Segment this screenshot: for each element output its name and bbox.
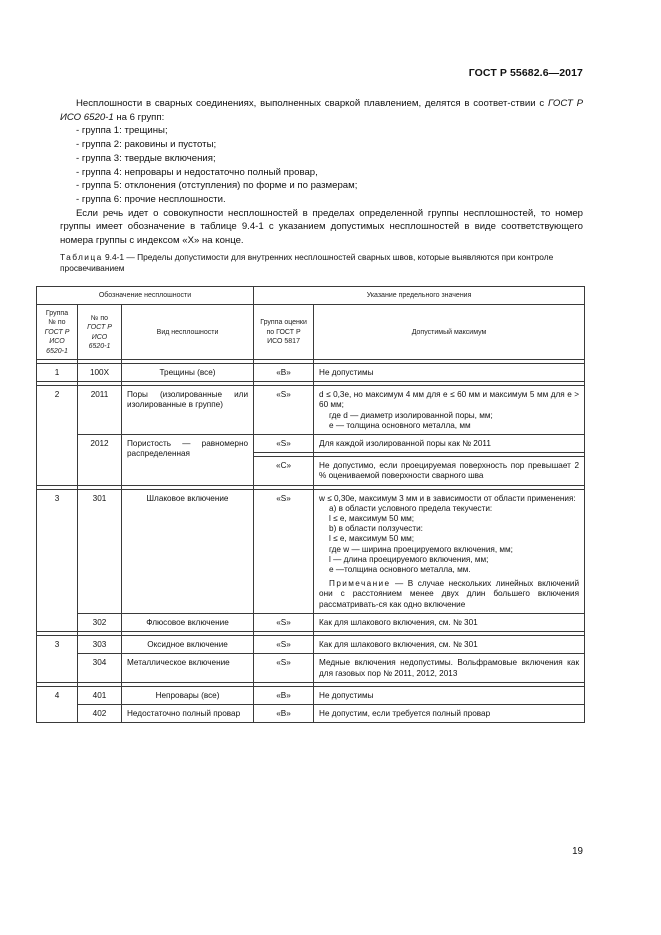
- cell-type: Непровары (все): [122, 686, 254, 704]
- table-row: [37, 613, 585, 631]
- limit-line: d ≤ 0,3e, но максимум 4 мм для e ≤ 60 мм и максимум 5 мм для e > 60 мм;: [319, 390, 580, 410]
- group-list-item: - группа 2: раковины и пустоты;: [76, 139, 217, 151]
- header-group-number: [37, 305, 78, 360]
- header-text: Группа № по: [45, 310, 69, 327]
- cell-max: [314, 386, 585, 435]
- group-list-item: - группа 4: непровары и недостаточно полный провар,: [76, 166, 318, 178]
- cell-grade: «S»: [254, 489, 314, 613]
- limit-line: e — толщина основного металла, мм: [329, 420, 471, 430]
- cell-number: 303: [78, 636, 122, 654]
- table-row: [37, 435, 585, 453]
- table-row: [37, 364, 585, 382]
- cell-number: 2012: [78, 435, 122, 486]
- standard-reference: ГОСТ Р ИСО 6520-1: [60, 98, 583, 123]
- cell-grade: «S»: [254, 636, 314, 654]
- group-list-item: - группа 1: трещины;: [76, 125, 168, 137]
- cell-type: Оксидное включение: [122, 636, 254, 654]
- table-caption-text: 9.4-1 — Пределы допустимости для внутренних несплошностей сварных швов, которые выявляются при контроле просвечиванием: [60, 252, 554, 273]
- tolerance-table: [36, 286, 585, 723]
- table-subheader-row: [37, 305, 585, 360]
- cell-max: Как для шлакового включения, см. № 301: [314, 636, 585, 654]
- limit-line: где w — ширина проецируемого включения, мм;: [329, 544, 513, 554]
- header-designation: Обозначение несплошности: [37, 287, 254, 305]
- limit-line: b) в области ползучести:: [329, 524, 423, 534]
- cell-type: Недостаточно полный провар: [122, 704, 254, 722]
- intro-text-end: на 6 групп:: [113, 111, 165, 123]
- intro-text: Несплошности в сварных соединениях, выполненных сваркой плавлением, делятся в соответ-ствии с: [76, 98, 548, 109]
- table-row: [37, 489, 585, 613]
- group-list-item: - группа 3: твердые включения;: [76, 152, 216, 164]
- cell-max: Как для шлакового включения, см. № 301: [314, 613, 585, 631]
- limit-line: e —толщина основного металла, мм.: [329, 565, 471, 575]
- page-number: 19: [572, 846, 583, 857]
- limit-line: l ≤ e, максимум 50 мм;: [329, 534, 415, 544]
- note-text: — В случае нескольких линейных включений они с расстоянием менее двух длин большего включения рассматривать-ся как одно включение: [319, 579, 580, 609]
- limit-line: а) в области условного предела текучести:: [329, 503, 493, 513]
- cell-number: 2011: [78, 386, 122, 435]
- cell-group: 3: [37, 636, 78, 683]
- header-number: [78, 305, 122, 360]
- table-note: [319, 579, 579, 610]
- header-text: № по: [90, 314, 109, 322]
- header-limit: Указание предельного значения: [254, 287, 585, 305]
- header-type: Вид несплошности: [122, 305, 254, 360]
- cell-group: 4: [37, 686, 78, 722]
- intro-paragraph-1: [60, 97, 583, 124]
- cell-max: Не допустимы: [314, 686, 585, 704]
- cell-grade: «В»: [254, 704, 314, 722]
- cell-type: Флюсовое включение: [122, 613, 254, 631]
- cell-max: Для каждой изолированной поры как № 2011: [314, 435, 585, 453]
- cell-grade: «S»: [254, 386, 314, 435]
- table-row: [37, 386, 585, 435]
- header-grade: Группа оценки по ГОСТ Р ИСО 5817: [254, 305, 314, 360]
- limit-line: w ≤ 0,30e, максимум 3 мм и в зависимости от области применения:: [319, 493, 576, 503]
- group-list-item: - группа 5: отклонения (отступления) по форме и по размерам;: [76, 180, 358, 192]
- cell-grade: «C»: [254, 457, 314, 485]
- table-caption-label: Таблица: [60, 252, 103, 262]
- table-header-row: [37, 287, 585, 305]
- cell-max: Не допустимо, если проецируемая поверхность пор превышает 2 % оцениваемой поверхности сварного шва: [314, 457, 585, 485]
- cell-number: 302: [78, 613, 122, 631]
- cell-type: Шлаковое включение: [122, 489, 254, 613]
- header-max: Допустимый максимум: [314, 305, 585, 360]
- cell-grade: «В»: [254, 364, 314, 382]
- limit-line: l ≤ e, максимум 50 мм;: [329, 514, 415, 524]
- cell-grade: «S»: [254, 613, 314, 631]
- table-row: [37, 636, 585, 654]
- header-standard-ref: ГОСТ Р ИСО 6520-1: [44, 328, 70, 355]
- cell-grade: «S»: [254, 435, 314, 453]
- cell-type: Пористость — равномерно распределенная: [122, 435, 254, 486]
- intro-section: [60, 97, 583, 248]
- limit-line: где d — диаметр изолированной поры, мм;: [329, 410, 493, 420]
- cell-number: 402: [78, 704, 122, 722]
- table-row: [37, 704, 585, 722]
- cell-max: [314, 489, 585, 613]
- cell-max: Не допустим, если требуется полный провар: [314, 704, 585, 722]
- cell-type: Металлическое включение: [122, 654, 254, 682]
- group-list-item: - группа 6: прочие несплошности.: [76, 193, 226, 205]
- cell-number: 301: [78, 489, 122, 613]
- table-row: [37, 654, 585, 682]
- cell-grade: «S»: [254, 654, 314, 682]
- table-caption: [60, 252, 583, 273]
- header-standard-ref: ГОСТ Р ИСО 6520-1: [87, 324, 112, 350]
- cell-grade: «В»: [254, 686, 314, 704]
- cell-number: 100X: [78, 364, 122, 382]
- cell-type: Поры (изолированные или изолированные в группе): [122, 386, 254, 435]
- cell-group: 2: [37, 386, 78, 485]
- cell-group: 1: [37, 364, 78, 382]
- cell-max: Не допустимы: [314, 364, 585, 382]
- limit-line: l — длина проецируемого включения, мм;: [329, 554, 489, 564]
- intro-paragraph-2: Если речь идет о совокупности несплошностей в пределах определенной группы несплошностей, то номер группы имеет обозначение в таблице 9.4-1 с указанием допустимых несплошностей в виде соответствующего номера группы с индексом «X» на конце.: [60, 207, 583, 247]
- cell-group: 3: [37, 489, 78, 631]
- cell-number: 401: [78, 686, 122, 704]
- note-label: Примечание: [329, 579, 391, 589]
- cell-type: Трещины (все): [122, 364, 254, 382]
- cell-max: Медные включения недопустимы. Вольфрамовые включения как для газовых пор № 2011, 2012, 2013: [314, 654, 585, 682]
- standard-code-header: ГОСТ Р 55682.6—2017: [468, 67, 583, 79]
- table-row: [37, 686, 585, 704]
- cell-number: 304: [78, 654, 122, 682]
